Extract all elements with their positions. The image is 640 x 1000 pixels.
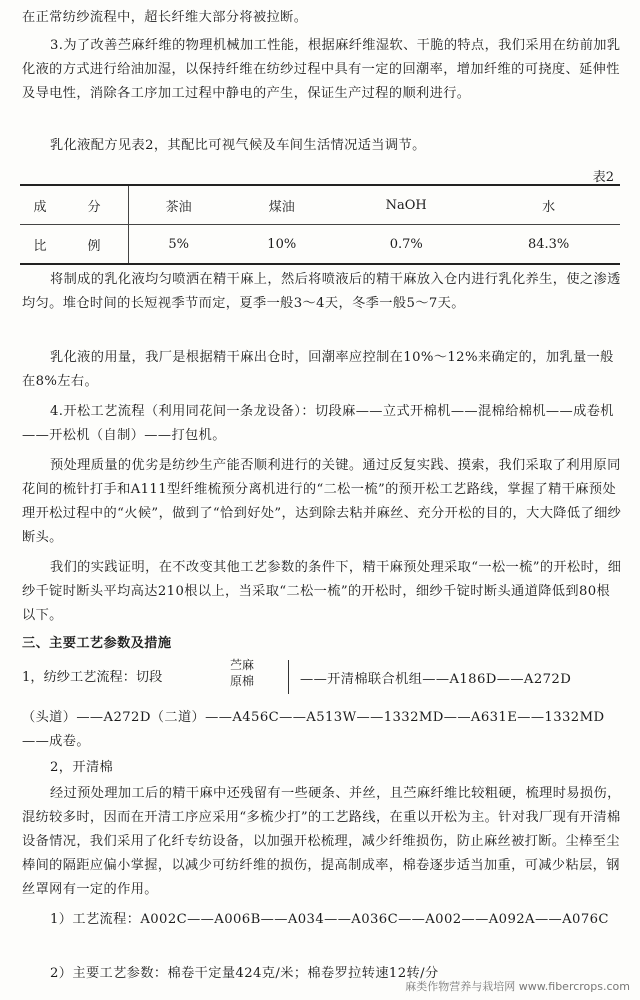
paragraph-continuation: 在正常纺纱流程中，超长纤维大部分将被拉断。 xyxy=(22,10,308,25)
flow-material-stack xyxy=(230,657,254,689)
paragraph-emulsion-purpose: 3.为了改善苎麻纤维的物理机械加工性能，根据麻纤维湿软、干脆的特点，我们采用在纺前加乳化液的方式进行给油加湿，以保持纤维在纺纱过程中具有一定的回潮率，增加纤维的可挠度、延伸性及导电性，消除各工序加工过程中静电的产生，保证生产过程的顺利进行。 xyxy=(22,38,621,101)
table-header-row xyxy=(20,185,620,225)
paragraph-formula-intro: 乳化液配方见表2，其配比可视气候及车间生活情况适当调节。 xyxy=(50,138,426,153)
paragraph-process-flow: 1）工艺流程：A002C——A006B——A034——A036C——A002——A092A——A076C xyxy=(50,912,609,927)
paragraph-emulsion-application: 将制成的乳化液均匀喷洒在精干麻上，然后将喷液后的精干麻放入仓内进行乳化养生，使之渗透均匀。堆仓时间的长短视季节而定，夏季一般3～4天，冬季一般5～7天。 xyxy=(22,272,621,311)
table-number: 表2 xyxy=(592,170,614,185)
flow-step-label: 1，纺纱工艺流程：切段 xyxy=(22,670,163,685)
table-cell: 10% xyxy=(267,236,297,252)
table-cell: 5% xyxy=(168,236,189,252)
paragraph-opening-process: 4.开松工艺流程（利用同花间一条龙设备）：切段麻——立式开棉机——混棉给棉机——成卷机——开松机（自制）——打包机。 xyxy=(22,404,614,443)
paragraph-emulsion-dosage: 乳化液的用量，我厂是根据精干麻出仓时，回潮率应控制在10%～12%来确定的，加乳量一般在8%左右。 xyxy=(22,350,614,389)
table-row-label: 比 例 xyxy=(20,225,129,265)
site-watermark: 麻类作物营养与栽培网 www.fibercrops.com xyxy=(405,980,630,993)
emulsion-formula-table xyxy=(20,184,620,265)
flow-material-bottom: 原棉 xyxy=(230,674,255,688)
table-header-cell: 水 xyxy=(477,185,620,225)
table-header-cell: 成 分 xyxy=(20,185,129,225)
flow-bracket xyxy=(288,660,295,694)
flow-material-top: 苎麻 xyxy=(230,658,255,672)
flow-sequence: ——开清棉联合机组——A186D——A272D xyxy=(300,672,572,687)
table-cell: 84.3% xyxy=(527,236,570,252)
table-cell: 0.7% xyxy=(389,236,423,252)
table-header-cell: 煤油 xyxy=(228,185,335,225)
section-heading: 三、主要工艺参数及措施 xyxy=(22,636,172,651)
paragraph-process-parameters: 2）主要工艺参数：棉卷干定量424克/米；棉卷罗拉转速12转/分 xyxy=(50,966,439,981)
paragraph-opening-cleaning: 经过预处理加工后的精干麻中还残留有一些硬条、并丝，且苎麻纤维比较粗硬，梳理时易损伤，混纺较多时，因而在开清工序应采用“多梳少打”的工艺路线，在重以开松为主。针对我厂现有开清棉设备情况，我们采用了化纤专纺设备，以加强开松梳理，减少纤维损伤，防止麻丝被打断。尘棒至尘棒间的隔距应偏小掌握，以减少可纺纤维的损伤，提高制成率，棉卷逐步适当加重，可减少粘层，钢丝罩网有一定的作用。 xyxy=(22,786,621,897)
paragraph-pretreatment-quality: 预处理质量的优劣是纺纱生产能否顺利进行的关键。通过反复实践、摸索，我们采取了利用原同花间的梳针打手和A111型纤维梳预分离机进行的“二松一梳”的预开松工艺路线，掌握了精干麻预处理开松过程中的“火候”，做到了“恰到好处”，达到除去粘并麻丝、充分开松的目的，大大降低了细纱断头。 xyxy=(22,458,622,545)
paragraph-practice-result: 我们的实践证明，在不改变其他工艺参数的条件下，精干麻预处理采取“一松一梳”的开松时，细纱千锭时断头平均高达210根以上，当采取“二松一梳”的开松时，细纱千锭时断头通道降低到80根以下。 xyxy=(22,560,622,623)
table-row xyxy=(20,225,620,265)
flow-sequence-continued: （头道）——A272D（二道）——A456C——A513W——1332MD——A631E——1332MD——成卷。 xyxy=(22,710,605,749)
table-header-cell: NaOH xyxy=(335,185,477,225)
subsection-heading: 2，开清棉 xyxy=(50,760,114,775)
table-header-cell: 茶油 xyxy=(129,185,229,225)
